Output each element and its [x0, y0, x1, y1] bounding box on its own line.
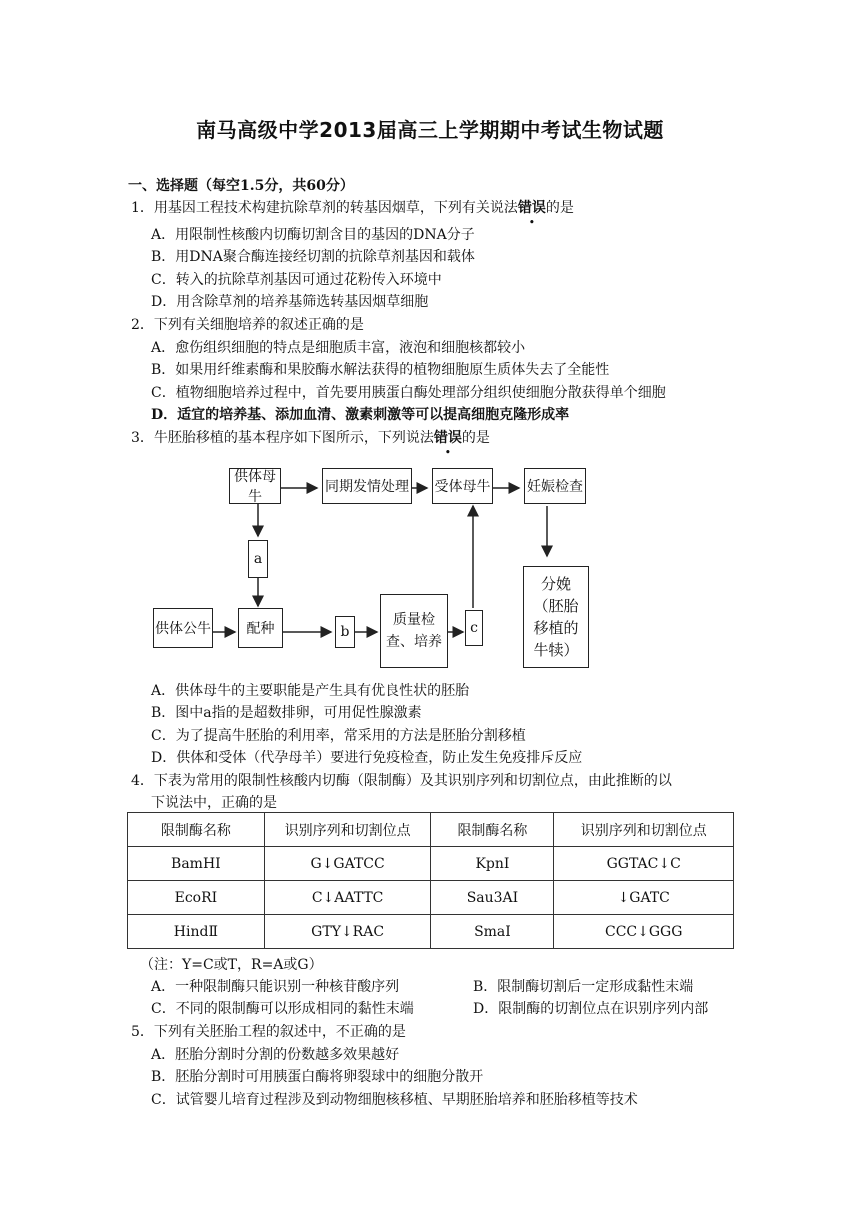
table-header: 限制酶名称: [128, 813, 265, 847]
exam-title: 南马高级中学2013届高三上学期期中考试生物试题: [196, 118, 664, 142]
table-cell: ↓GATC: [554, 881, 734, 915]
step-c-box: c: [465, 610, 483, 646]
q4-stem-line2: 下说法中，正确的是: [151, 795, 277, 811]
table-cell: Sau3AⅠ: [431, 881, 554, 915]
q1-stem-pre: 1．用基因工程技术构建抗除草剂的转基因烟草，下列有关说法: [131, 200, 518, 216]
recipient-cow-box: 受体母牛: [432, 468, 493, 504]
q5-stem: 5．下列有关胚胎工程的叙述中，不正确的是: [131, 1024, 406, 1040]
table-cell: EcoRⅠ: [128, 881, 265, 915]
q1-stem-post: 的是: [545, 200, 574, 216]
q5-option-a: A．胚胎分割时分割的份数越多效果越好: [151, 1047, 400, 1063]
q3-option-d: D．供体和受体（代孕母羊）要进行免疫检查，防止发生免疫排斥反应: [151, 750, 583, 766]
donor-cow-box: 供体母牛: [229, 468, 281, 504]
q3-stem-pre: 3．牛胚胎移植的基本程序如下图所示，下列说法: [131, 430, 434, 446]
q3-option-c: C．为了提高牛胚胎的利用率，常采用的方法是胚胎分割移植: [151, 728, 526, 744]
q1-option-a: A．用限制性核酸内切酶切割含目的基因的DNA分子: [151, 227, 475, 243]
donor-bull-box: 供体公牛: [153, 608, 213, 648]
q1-option-b: B．用DNA聚合酶连接经切割的抗除草剂基因和载体: [151, 249, 475, 265]
q2-option-a: A．愈伤组织细胞的特点是细胞质丰富，液泡和细胞核都较小: [151, 340, 526, 356]
q3-stem: [131, 428, 490, 448]
q4-option-c: C．不同的限制酶可以形成相同的黏性末端: [151, 1001, 414, 1017]
q2-stem: 2．下列有关细胞培养的叙述正确的是: [131, 317, 364, 333]
q2-option-d: D．适宜的培养基、添加血清、激素刺激等可以提高细胞克隆形成率: [151, 407, 570, 423]
q5-option-b: B．胚胎分割时可用胰蛋白酶将卵裂球中的细胞分散开: [151, 1069, 484, 1085]
q3-stem-post: 的是: [461, 430, 490, 446]
table-header: 识别序列和切割位点: [264, 813, 431, 847]
table-cell: G↓GATCC: [264, 847, 431, 881]
step-a-box: a: [248, 540, 268, 578]
table-cell: C↓AATTC: [264, 881, 431, 915]
q3-option-b: B．图中a指的是超数排卵，可用促性腺激素: [151, 705, 422, 721]
q4-option-d: D．限制酶的切割位点在识别序列内部: [473, 1001, 709, 1017]
mating-box: 配种: [238, 608, 283, 648]
pregnancy-check-box: 妊娠检查: [524, 468, 586, 504]
table-header: 识别序列和切割位点: [554, 813, 734, 847]
table-cell: BamHⅠ: [128, 847, 265, 881]
table-row: [128, 847, 734, 881]
table-cell: GTY↓RAC: [264, 915, 431, 949]
table-cell: GGTAC↓C: [554, 847, 734, 881]
q5-option-c: C．试管婴儿培育过程涉及到动物细胞核移植、早期胚胎培养和胚胎移植等技术: [151, 1092, 638, 1108]
q3-option-a: A．供体母牛的主要职能是产生具有优良性状的胚胎: [151, 683, 470, 699]
q1-option-c: C．转入的抗除草剂基因可通过花粉传入环境中: [151, 272, 442, 288]
q1-option-d: D．用含除草剂的培养基筛选转基因烟草细胞: [151, 294, 429, 310]
estrus-sync-box: 同期发情处理: [322, 468, 412, 504]
table-row: [128, 915, 734, 949]
birth-box: 分娩（胚胎移植的牛犊）: [523, 566, 589, 668]
table-cell: HindⅡ: [128, 915, 265, 949]
section-heading: 一、选择题（每空1.5分，共60分）: [128, 178, 354, 194]
q2-option-c: C．植物细胞培养过程中，首先要用胰蛋白酶处理部分组织使细胞分散获得单个细胞: [151, 385, 666, 401]
table-cell: KpnⅠ: [431, 847, 554, 881]
embryo-transfer-flowchart: [137, 456, 613, 672]
table-cell: SmaⅠ: [431, 915, 554, 949]
q1-stem: [131, 198, 574, 218]
table-header-row: [128, 813, 734, 847]
quality-check-box: 质量检查、培养: [380, 594, 448, 668]
table-cell: CCC↓GGG: [554, 915, 734, 949]
table-row: [128, 881, 734, 915]
q4-stem-line1: 4．下表为常用的限制性核酸内切酶（限制酶）及其识别序列和切割位点，由此推断的以: [131, 773, 672, 789]
restriction-enzyme-table: [127, 812, 734, 949]
q4-option-b: B．限制酶切割后一定形成黏性末端: [473, 979, 694, 995]
q4-option-a: A．一种限制酶只能识别一种核苷酸序列: [151, 979, 400, 995]
table-header: 限制酶名称: [431, 813, 554, 847]
step-b-box: b: [335, 616, 355, 648]
q2-option-b: B．如果用纤维素酶和果胶酶水解法获得的植物细胞原生质体失去了全能性: [151, 362, 610, 378]
q1-stem-emphasis: 错误: [517, 200, 546, 216]
q3-stem-emphasis: 错误: [433, 430, 462, 446]
q4-note: （注：Y=C或T，R=A或G）: [140, 957, 323, 973]
